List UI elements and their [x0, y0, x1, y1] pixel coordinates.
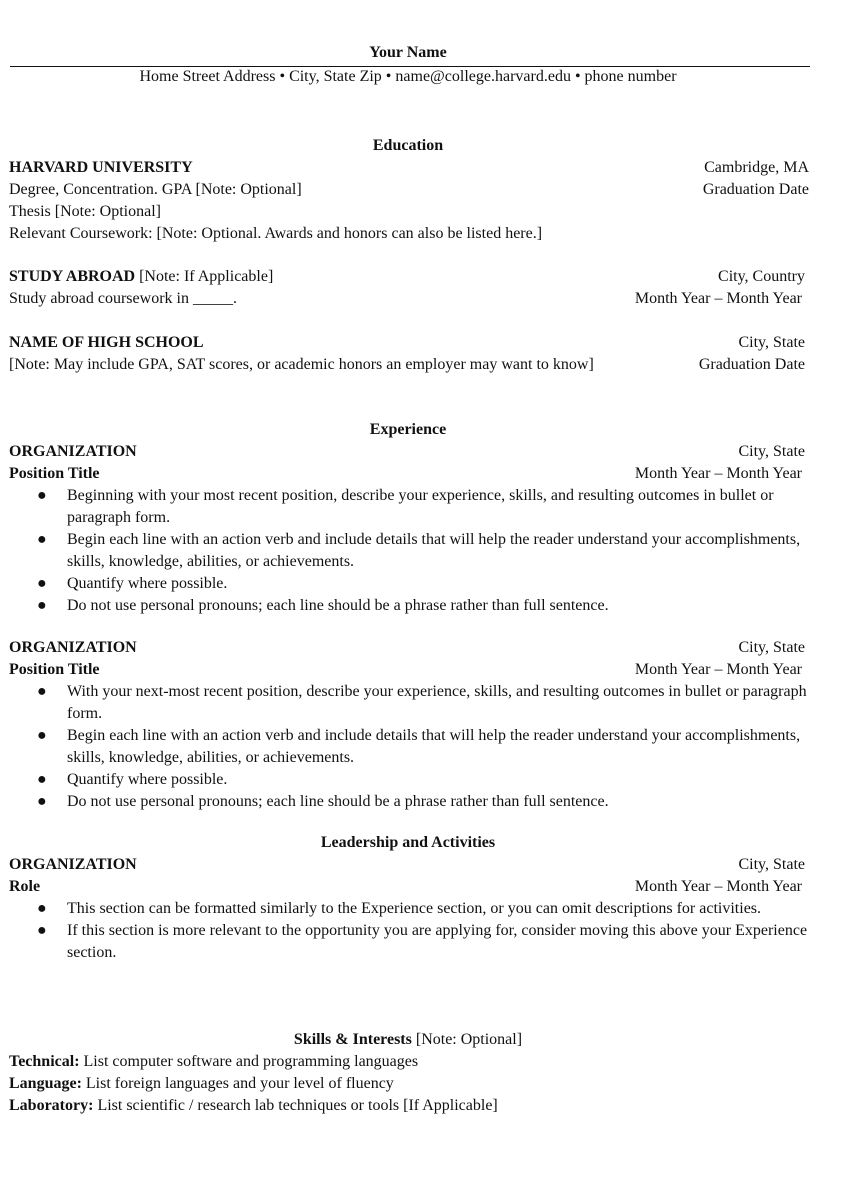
harvard-name: HARVARD UNIVERSITY	[9, 159, 193, 176]
experience-2-org-row	[9, 637, 805, 659]
study-abroad-name: STUDY ABROAD	[9, 268, 136, 285]
list-item	[9, 769, 809, 791]
experience-1-dates: Month Year – Month Year	[634, 465, 802, 482]
bullet-text: Beginning with your most recent position, describe your experience, skills, and resulting outcomes in bullet or paragraph form.	[67, 487, 774, 526]
experience-2-location: City, State	[738, 639, 805, 656]
experience-1-bullets	[9, 485, 809, 617]
experience-heading: Experience	[369, 421, 447, 438]
education-heading: Education	[372, 137, 444, 154]
list-item	[9, 920, 809, 964]
leadership-location: City, State	[738, 856, 805, 873]
list-item	[9, 529, 809, 573]
leadership-role: Role	[9, 878, 41, 895]
experience-2-org: ORGANIZATION	[9, 639, 137, 656]
bullet-text: Begin each line with an action verb and include details that will help the reader understand your accomplishments, skills, knowledge, abilities, or achievements.	[67, 531, 801, 570]
list-item	[9, 485, 809, 529]
bullet-dot: ●	[37, 487, 47, 504]
bullet-dot: ●	[37, 922, 47, 939]
experience-2-title-row	[9, 659, 802, 681]
study-abroad-note: [Note: If Applicable]	[135, 268, 274, 285]
list-item	[9, 681, 809, 725]
harvard-coursework-row	[9, 223, 809, 245]
list-item	[9, 595, 809, 617]
experience-1-org-row	[9, 441, 805, 463]
bullet-text: Begin each line with an action verb and include details that will help the reader understand your accomplishments, skills, knowledge, abilities, or achievements.	[67, 727, 801, 766]
harvard-degree-row	[9, 179, 809, 201]
skills-heading-note: [Note: Optional]	[411, 1031, 523, 1048]
list-item	[9, 898, 809, 920]
bullet-dot: ●	[37, 683, 47, 700]
list-item	[9, 791, 809, 813]
skills-heading-line	[0, 1029, 816, 1051]
bullet-dot: ●	[37, 771, 47, 788]
bullet-text: If this section is more relevant to the opportunity you are applying for, consider moving this above your Experience section.	[67, 922, 808, 961]
harvard-degree: Degree, Concentration. GPA [Note: Optional]	[9, 181, 302, 198]
experience-2-dates: Month Year – Month Year	[634, 661, 802, 678]
high-school-date: Graduation Date	[698, 356, 805, 373]
bullet-text: Quantify where possible.	[67, 771, 228, 788]
experience-1-title: Position Title	[9, 465, 100, 482]
study-abroad-row	[9, 266, 805, 288]
experience-1-location: City, State	[738, 443, 805, 460]
leadership-dates: Month Year – Month Year	[634, 878, 802, 895]
high-school-note-row	[9, 354, 805, 376]
list-item	[9, 725, 809, 769]
skills-laboratory-label: Laboratory:	[9, 1097, 94, 1114]
study-abroad-title	[9, 266, 273, 288]
resume-name: Your Name	[369, 44, 447, 61]
experience-1-org: ORGANIZATION	[9, 443, 137, 460]
high-school-note: [Note: May include GPA, SAT scores, or academic honors an employer may want to know]	[9, 356, 594, 373]
skills-technical-label: Technical:	[9, 1053, 80, 1070]
bullet-dot: ●	[37, 597, 47, 614]
bullet-dot: ●	[37, 793, 47, 810]
experience-1-title-row	[9, 463, 802, 485]
study-abroad-coursework-row	[9, 288, 802, 310]
skills-list	[9, 1051, 498, 1117]
bullet-dot: ●	[37, 531, 47, 548]
skills-technical-text: List computer software and programming languages	[79, 1053, 419, 1070]
high-school-location: City, State	[738, 334, 805, 351]
harvard-thesis: Thesis [Note: Optional]	[9, 203, 161, 220]
experience-2-bullets	[9, 681, 809, 813]
bullet-dot: ●	[37, 727, 47, 744]
leadership-org: ORGANIZATION	[9, 856, 137, 873]
study-abroad-coursework: Study abroad coursework in _____.	[9, 290, 237, 307]
bullet-text: Do not use personal pronouns; each line should be a phrase rather than full sentence.	[67, 597, 609, 614]
contact-line: Home Street Address • City, State Zip • name@college.harvard.edu • phone number	[139, 68, 677, 85]
skills-laboratory-text: List scientific / research lab techniques or tools [If Applicable]	[93, 1097, 498, 1114]
skills-language	[9, 1073, 498, 1095]
skills-language-label: Language:	[9, 1075, 82, 1092]
skills-technical	[9, 1051, 498, 1073]
harvard-location: Cambridge, MA	[704, 159, 809, 176]
harvard-thesis-row	[9, 201, 809, 223]
bullet-text: Do not use personal pronouns; each line should be a phrase rather than full sentence.	[67, 793, 609, 810]
bullet-dot: ●	[37, 900, 47, 917]
list-item	[9, 573, 809, 595]
high-school-row	[9, 332, 805, 354]
harvard-graduation-date: Graduation Date	[702, 181, 809, 198]
study-abroad-dates: Month Year – Month Year	[634, 290, 802, 307]
skills-language-text: List foreign languages and your level of fluency	[81, 1075, 394, 1092]
experience-2-title: Position Title	[9, 661, 100, 678]
leadership-bullets	[9, 898, 809, 964]
leadership-role-row	[9, 876, 802, 898]
skills-heading: Skills & Interests	[293, 1031, 412, 1048]
bullet-text: This section can be formatted similarly to the Experience section, or you can omit descriptions for activities.	[67, 900, 762, 917]
bullet-text: With your next-most recent position, describe your experience, skills, and resulting outcomes in bullet or paragraph form.	[67, 683, 807, 722]
leadership-heading: Leadership and Activities	[320, 834, 496, 851]
high-school-name: NAME OF HIGH SCHOOL	[9, 334, 204, 351]
skills-laboratory	[9, 1095, 498, 1117]
harvard-coursework: Relevant Coursework: [Note: Optional. Awards and honors can also be listed here.]	[9, 225, 543, 242]
harvard-row	[9, 157, 809, 179]
bullet-text: Quantify where possible.	[67, 575, 228, 592]
leadership-org-row	[9, 854, 805, 876]
study-abroad-location: City, Country	[718, 268, 805, 285]
bullet-dot: ●	[37, 575, 47, 592]
